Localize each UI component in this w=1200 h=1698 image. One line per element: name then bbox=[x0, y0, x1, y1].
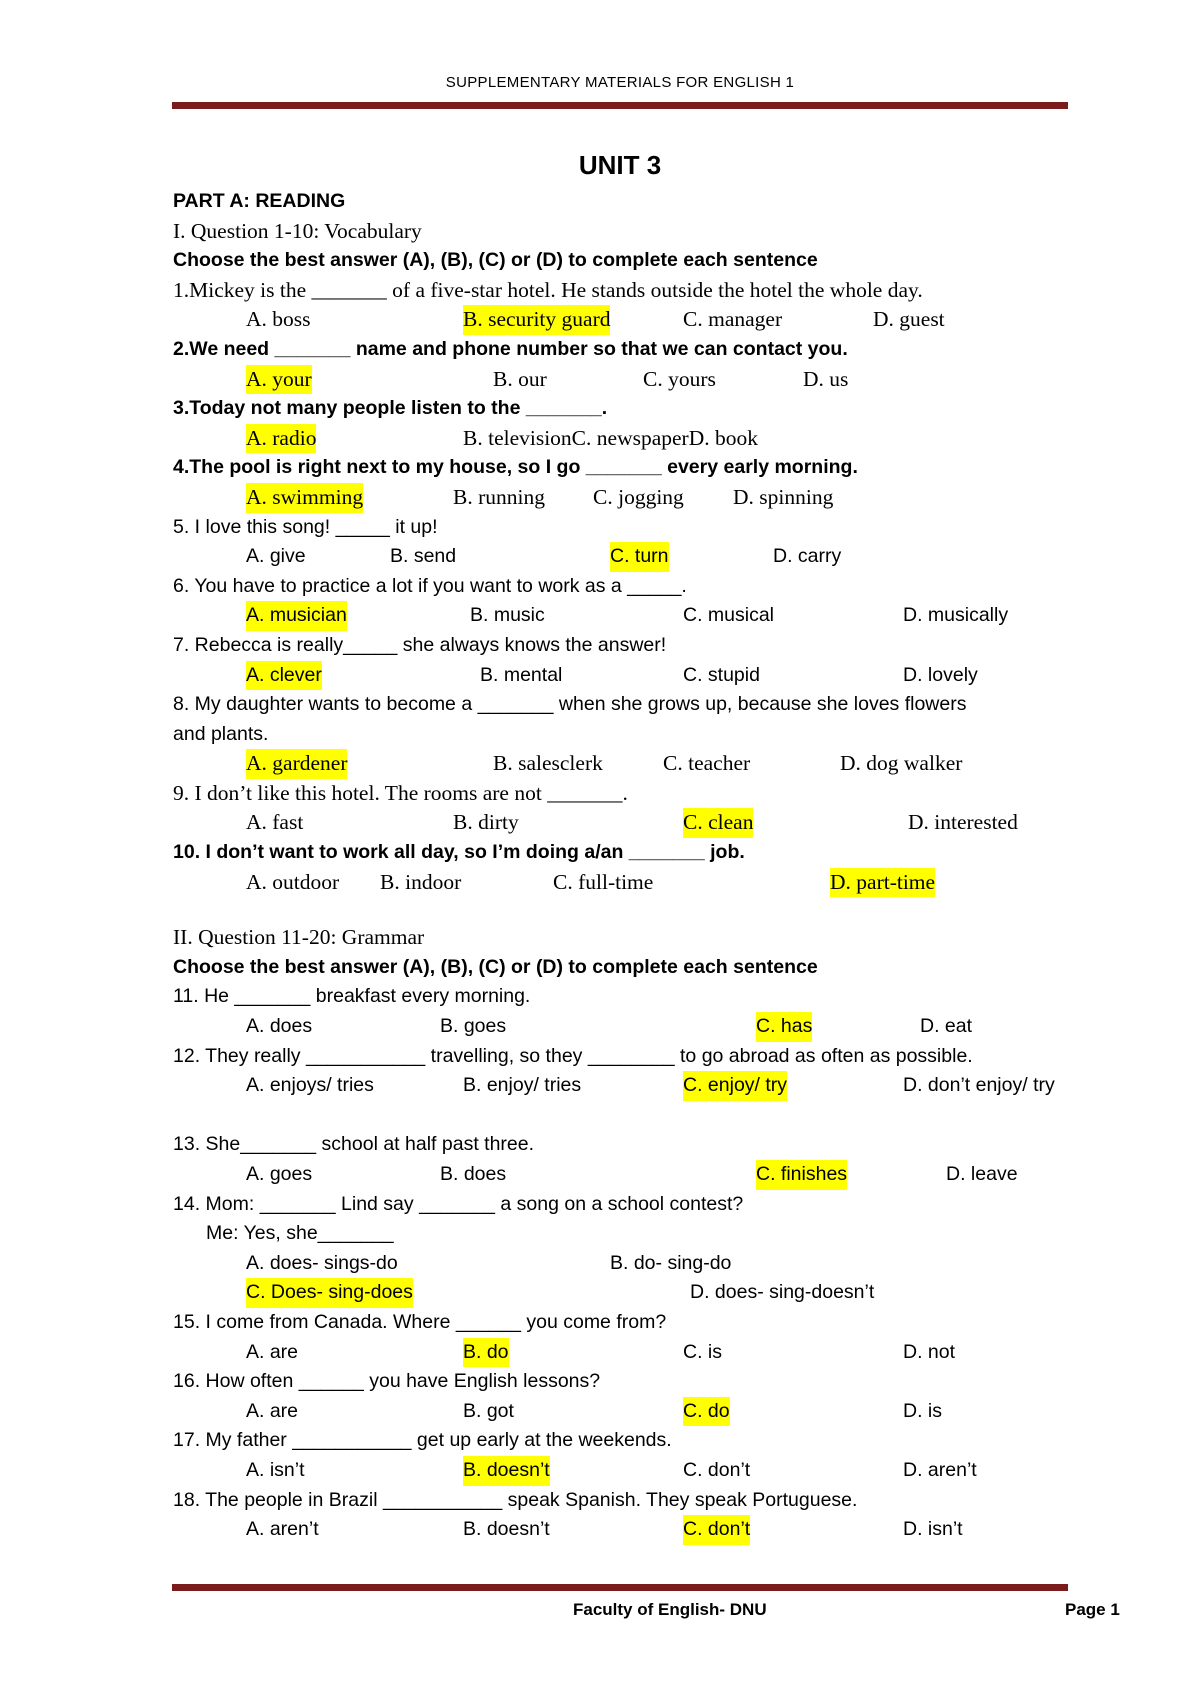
option: C. yours bbox=[643, 366, 716, 391]
footer-faculty: Faculty of English- DNU bbox=[573, 1600, 767, 1619]
option: D. leave bbox=[946, 1163, 1018, 1185]
option: A. does bbox=[246, 1015, 313, 1038]
question-text: 5. I love this song! _____ it up! bbox=[173, 515, 438, 538]
part-heading: PART A: READING bbox=[173, 190, 346, 212]
option-answer: B. doesn’t bbox=[463, 1456, 550, 1486]
options-row bbox=[173, 1338, 1073, 1368]
options-row bbox=[173, 1515, 1073, 1545]
option: D. isn’t bbox=[903, 1518, 963, 1541]
option: B. music bbox=[470, 604, 545, 627]
wrap-spacer bbox=[173, 1101, 1073, 1131]
question-text: 8. My daughter wants to become a _______ when she grows up, because she loves flowers and plants. bbox=[173, 693, 967, 745]
option: D. carry bbox=[773, 545, 842, 568]
option-answer: C. turn bbox=[610, 542, 669, 572]
option: C. musical bbox=[683, 604, 775, 627]
option: D. guest bbox=[873, 307, 945, 332]
option-answer: B. do bbox=[463, 1338, 509, 1368]
option: B. dirty bbox=[453, 810, 519, 835]
option: D. eat bbox=[920, 1015, 973, 1038]
option-answer: A. swimming bbox=[246, 483, 363, 513]
question-text: 15. I come from Canada. Where ______ you come from? bbox=[173, 1310, 667, 1333]
option: B. got bbox=[463, 1399, 514, 1422]
option: C. jogging bbox=[593, 484, 684, 509]
option: A. goes bbox=[246, 1163, 313, 1185]
header-rule bbox=[172, 102, 1068, 109]
option: A. outdoor bbox=[246, 869, 340, 894]
section-instruction: Choose the best answer (A), (B), (C) or (D) to complete each sentence bbox=[173, 955, 818, 978]
options-row bbox=[173, 483, 1073, 513]
option-answer: C. do bbox=[683, 1397, 730, 1427]
question-text: 13. She_______ school at half past three. bbox=[173, 1133, 535, 1156]
option: A. aren’t bbox=[246, 1518, 319, 1541]
option: A. boss bbox=[246, 307, 311, 332]
option-answer: C. clean bbox=[683, 808, 753, 838]
options-row bbox=[173, 601, 1073, 631]
option: C. manager bbox=[683, 307, 783, 332]
question-text: 14. Mom: _______ Lind say _______ a song on a school contest? bbox=[173, 1192, 744, 1215]
section-heading: I. Question 1-10: Vocabulary bbox=[173, 218, 422, 243]
options-row bbox=[173, 749, 1073, 779]
option-answer: A. radio bbox=[246, 424, 316, 454]
option-answer: C. finishes bbox=[756, 1160, 847, 1190]
option-answer: A. clever bbox=[246, 661, 322, 691]
option-answer: C. don’t bbox=[683, 1515, 750, 1545]
option: C. full-time bbox=[553, 869, 654, 894]
option: A. fast bbox=[246, 810, 304, 835]
option: C. is bbox=[683, 1340, 722, 1363]
options-row bbox=[173, 365, 1073, 395]
option-answer: A. musician bbox=[246, 601, 347, 631]
option: B. doesn’t bbox=[463, 1518, 550, 1541]
option: B. send bbox=[390, 545, 457, 568]
option-answer: A. gardener bbox=[246, 749, 347, 779]
question-text: 7. Rebecca is really_____ she always knows the answer! bbox=[173, 633, 667, 656]
question-text: 9. I don’t like this hotel. The rooms are not _______. bbox=[173, 780, 628, 805]
question-text: 18. The people in Brazil ___________ speak Spanish. They speak Portuguese. bbox=[173, 1488, 858, 1511]
option-answer: C. Does- sing-does bbox=[246, 1278, 413, 1308]
question-text: 6. You have to practice a lot if you want to work as a _____. bbox=[173, 574, 687, 597]
options-row bbox=[173, 1278, 1073, 1308]
question-text: 17. My father ___________ get up early at the weekends. bbox=[173, 1429, 672, 1452]
options-row bbox=[173, 868, 1073, 898]
running-header: SUPPLEMENTARY MATERIALS FOR ENGLISH 1 bbox=[445, 74, 795, 91]
option-answer: C. has bbox=[756, 1012, 812, 1042]
option: A. isn’t bbox=[246, 1458, 305, 1481]
option: B. goes bbox=[440, 1015, 507, 1038]
options-row bbox=[173, 305, 1073, 335]
options-row bbox=[173, 1249, 1073, 1279]
options-row bbox=[173, 542, 1073, 572]
options-row bbox=[173, 1012, 1073, 1042]
option-answer: B. security guard bbox=[463, 305, 610, 335]
option-answer: C. enjoy/ try bbox=[683, 1071, 787, 1101]
question-text: 16. How often ______ you have English lessons? bbox=[173, 1370, 601, 1393]
option: B. does bbox=[440, 1163, 507, 1185]
option: D. dog walker bbox=[840, 751, 963, 776]
option: B. our bbox=[493, 366, 547, 391]
options-row bbox=[173, 1160, 1073, 1190]
footer-rule bbox=[172, 1584, 1068, 1591]
question-text: 2.We need _______ name and phone number so that we can contact you. bbox=[173, 337, 848, 360]
option: D. spinning bbox=[733, 484, 834, 509]
option: B. running bbox=[453, 484, 545, 509]
option: C. don’t bbox=[683, 1458, 751, 1481]
option: D. lovely bbox=[903, 663, 978, 686]
option: D. musically bbox=[903, 604, 1009, 627]
options-row bbox=[173, 661, 1073, 691]
option: D. aren’t bbox=[903, 1458, 977, 1481]
option: A. enjoys/ tries bbox=[246, 1074, 374, 1097]
worksheet-body bbox=[173, 187, 1073, 1545]
option: D. interested bbox=[908, 810, 1018, 835]
options-row bbox=[173, 1071, 1073, 1101]
option: B. enjoy/ tries bbox=[463, 1074, 582, 1097]
option: D. us bbox=[803, 366, 849, 391]
option: A. are bbox=[246, 1340, 299, 1363]
option: A. give bbox=[246, 545, 306, 568]
option: C. teacher bbox=[663, 751, 751, 776]
section-heading: II. Question 11-20: Grammar bbox=[173, 925, 425, 950]
option: D. does- sing-doesn’t bbox=[690, 1281, 875, 1304]
question-text-reply: Me: Yes, she_______ bbox=[206, 1222, 394, 1245]
option: D. don’t enjoy/ try bbox=[903, 1074, 1055, 1097]
question-text: 11. He _______ breakfast every morning. bbox=[173, 985, 531, 1008]
question-text: 10. I don’t want to work all day, so I’m doing a/an _______ job. bbox=[173, 841, 745, 864]
options-row bbox=[173, 808, 1073, 838]
question-text: 4.The pool is right next to my house, so I go _______ every early morning. bbox=[173, 456, 858, 479]
options-row bbox=[173, 1456, 1073, 1486]
options-row bbox=[173, 424, 1073, 454]
option: D. is bbox=[903, 1399, 942, 1422]
question-text: 1.Mickey is the _______ of a five-star hotel. He stands outside the hotel the whole day. bbox=[173, 277, 923, 302]
unit-title: UNIT 3 bbox=[578, 150, 662, 180]
option: B. indoor bbox=[380, 869, 462, 894]
option: B. televisionC. newspaperD. book bbox=[463, 425, 758, 450]
question-text: 12. They really ___________ travelling, so they ________ to go abroad as often as possible. bbox=[173, 1044, 973, 1067]
question-text: 3.Today not many people listen to the _______. bbox=[173, 397, 608, 420]
option: B. mental bbox=[480, 663, 563, 686]
option: B. do- sing-do bbox=[610, 1251, 732, 1274]
option: A. are bbox=[246, 1399, 299, 1422]
options-row bbox=[173, 1397, 1073, 1427]
option: B. salesclerk bbox=[493, 751, 603, 776]
section-spacer bbox=[173, 897, 1073, 923]
section-instruction: Choose the best answer (A), (B), (C) or (D) to complete each sentence bbox=[173, 249, 818, 272]
option: D. not bbox=[903, 1340, 956, 1363]
option: C. stupid bbox=[683, 663, 760, 686]
option-answer: A. your bbox=[246, 365, 312, 395]
option: A. does- sings-do bbox=[246, 1251, 398, 1274]
option-answer: D. part-time bbox=[830, 868, 935, 898]
page-number: Page 1 bbox=[1065, 1600, 1120, 1619]
